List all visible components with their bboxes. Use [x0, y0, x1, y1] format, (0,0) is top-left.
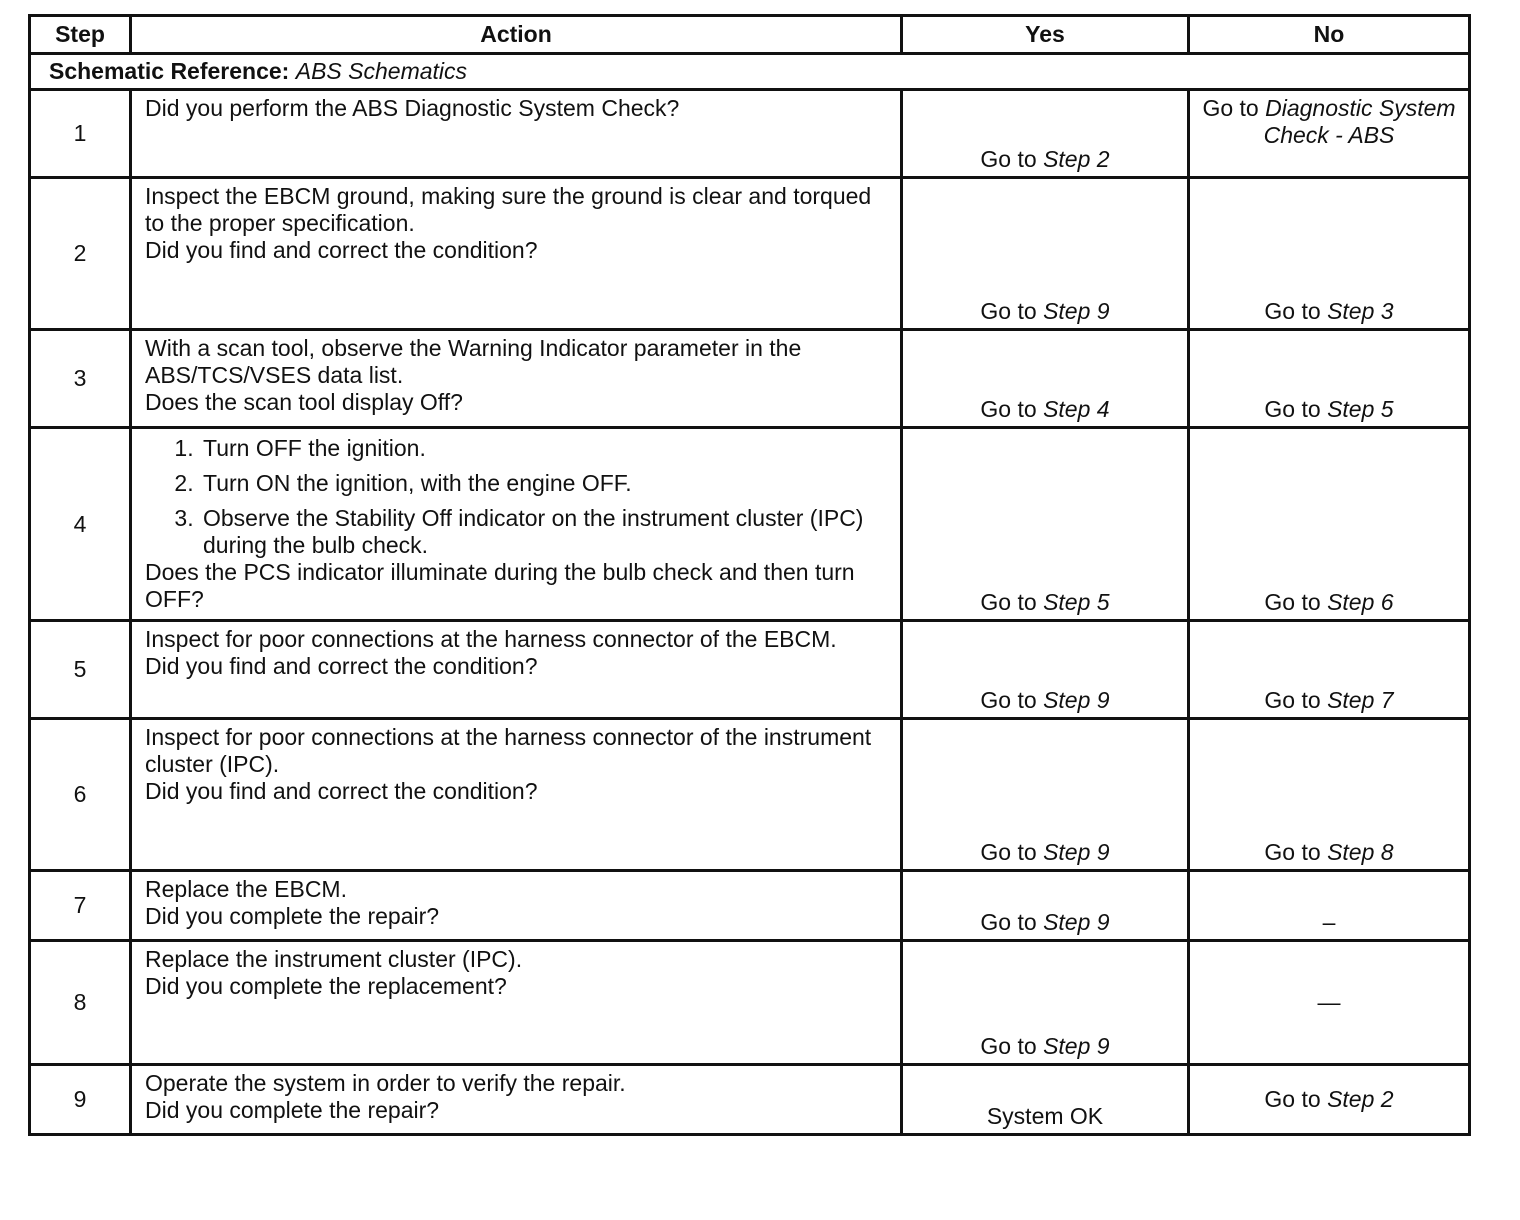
- yes-target: Step 5: [1043, 589, 1110, 615]
- header-step: Step: [30, 16, 131, 54]
- action-intro: Operate the system in order to verify the repair.: [145, 1070, 626, 1096]
- yes-prefix: Go to: [980, 396, 1037, 422]
- table-row: [30, 1065, 1470, 1135]
- no-prefix: Go to: [1264, 1086, 1321, 1112]
- no-prefix: Go to: [1264, 298, 1321, 324]
- yes-target: Step 9: [1043, 298, 1110, 324]
- step-number: 8: [30, 941, 131, 1065]
- list-item: 3. Observe the Stability Off indicator on the instrument cluster (IPC) during the bulb check.: [200, 505, 890, 559]
- yes-prefix: Go to: [980, 589, 1037, 615]
- table-row: [30, 330, 1470, 428]
- yes-cell: [902, 330, 1189, 428]
- schematic-reference: [30, 54, 1470, 90]
- no-target: Diagnostic System Check - ABS: [1263, 95, 1456, 148]
- no-cell: [1189, 871, 1470, 941]
- table-row: [30, 428, 1470, 621]
- action-question: Did you find and correct the condition?: [145, 653, 538, 679]
- yes-cell: [902, 178, 1189, 330]
- no-dash: –: [1322, 909, 1336, 935]
- no-prefix: Go to: [1264, 687, 1321, 713]
- no-target: Step 6: [1327, 589, 1394, 615]
- action-question: Did you find and correct the condition?: [145, 237, 538, 263]
- no-target: Step 7: [1327, 687, 1394, 713]
- step-number: 5: [30, 621, 131, 719]
- yes-target: Step 4: [1043, 396, 1110, 422]
- no-cell: [1189, 178, 1470, 330]
- step-number: 6: [30, 719, 131, 871]
- yes-cell: [902, 941, 1189, 1065]
- action-steps-list: [145, 433, 890, 559]
- yes-target: Step 9: [1043, 687, 1110, 713]
- header-yes: Yes: [902, 16, 1189, 54]
- action-question: Does the scan tool display Off?: [145, 389, 463, 415]
- action-cell: [131, 1065, 902, 1135]
- list-item: 1. Turn OFF the ignition.: [200, 435, 890, 462]
- action-cell: [131, 178, 902, 330]
- yes-prefix: Go to: [980, 839, 1037, 865]
- no-target: Step 3: [1327, 298, 1394, 324]
- no-target: Step 2: [1327, 1086, 1394, 1112]
- no-prefix: Go to: [1264, 396, 1321, 422]
- yes-cell: [902, 719, 1189, 871]
- no-cell: [1189, 621, 1470, 719]
- no-cell: [1189, 941, 1470, 1065]
- yes-cell: [902, 428, 1189, 621]
- step-number: 4: [30, 428, 131, 621]
- yes-text: System OK: [986, 1103, 1104, 1129]
- no-dash: —: [1317, 989, 1341, 1015]
- step-number: 3: [30, 330, 131, 428]
- action-cell: [131, 330, 902, 428]
- diagnostic-table: [28, 14, 1471, 1136]
- action-question: Did you find and correct the condition?: [145, 778, 538, 804]
- no-cell: [1189, 719, 1470, 871]
- yes-prefix: Go to: [980, 687, 1037, 713]
- yes-prefix: Go to: [980, 909, 1037, 935]
- step-number: 9: [30, 1065, 131, 1135]
- action-intro: Replace the instrument cluster (IPC).: [145, 946, 523, 972]
- action-cell: [131, 621, 902, 719]
- no-cell: [1189, 330, 1470, 428]
- step-number: 2: [30, 178, 131, 330]
- action-question: Did you perform the ABS Diagnostic System Check?: [145, 95, 680, 121]
- yes-target: Step 9: [1043, 909, 1110, 935]
- no-cell: [1189, 90, 1470, 178]
- no-prefix: Go to: [1264, 839, 1321, 865]
- no-prefix: Go to: [1264, 589, 1321, 615]
- header-row: [30, 16, 1470, 54]
- table-row: [30, 90, 1470, 178]
- yes-target: Step 2: [1043, 146, 1110, 172]
- no-target: Step 8: [1327, 839, 1394, 865]
- table-row: [30, 941, 1470, 1065]
- step-number: 1: [30, 90, 131, 178]
- action-cell: [131, 90, 902, 178]
- action-intro: Inspect the EBCM ground, making sure the ground is clear and torqued to the proper specification.: [145, 183, 872, 236]
- header-action: Action: [131, 16, 902, 54]
- action-cell: [131, 428, 902, 621]
- action-cell: [131, 719, 902, 871]
- yes-prefix: Go to: [980, 146, 1037, 172]
- action-question: Did you complete the repair?: [145, 1097, 440, 1123]
- no-cell: [1189, 1065, 1470, 1135]
- table-row: [30, 621, 1470, 719]
- yes-cell: [902, 90, 1189, 178]
- yes-cell: [902, 871, 1189, 941]
- list-item: 2. Turn ON the ignition, with the engine OFF.: [200, 470, 890, 497]
- yes-target: Step 9: [1043, 1033, 1110, 1059]
- schematic-reference-link: ABS Schematics: [295, 58, 468, 84]
- action-intro: Replace the EBCM.: [145, 876, 347, 902]
- action-question: Did you complete the replacement?: [145, 973, 507, 999]
- yes-prefix: Go to: [980, 298, 1037, 324]
- yes-target: Step 9: [1043, 839, 1110, 865]
- action-intro: Inspect for poor connections at the harness connector of the instrument cluster (IPC).: [145, 724, 872, 777]
- no-cell: [1189, 428, 1470, 621]
- header-no: No: [1189, 16, 1470, 54]
- no-target: Step 5: [1327, 396, 1394, 422]
- yes-cell: [902, 621, 1189, 719]
- schematic-reference-label: Schematic Reference:: [49, 58, 290, 84]
- action-question: Did you complete the repair?: [145, 903, 440, 929]
- yes-prefix: Go to: [980, 1033, 1037, 1059]
- yes-cell: [902, 1065, 1189, 1135]
- no-prefix: Go to: [1202, 95, 1259, 121]
- step-number: 7: [30, 871, 131, 941]
- table-row: [30, 178, 1470, 330]
- table-row: [30, 871, 1470, 941]
- action-question: Does the PCS indicator illuminate during the bulb check and then turn OFF?: [145, 559, 855, 612]
- table-row: [30, 719, 1470, 871]
- action-cell: [131, 941, 902, 1065]
- action-intro: Inspect for poor connections at the harness connector of the EBCM.: [145, 626, 837, 652]
- schematic-reference-row: [30, 54, 1470, 90]
- action-cell: [131, 871, 902, 941]
- action-intro: With a scan tool, observe the Warning Indicator parameter in the ABS/TCS/VSES data list.: [145, 335, 802, 388]
